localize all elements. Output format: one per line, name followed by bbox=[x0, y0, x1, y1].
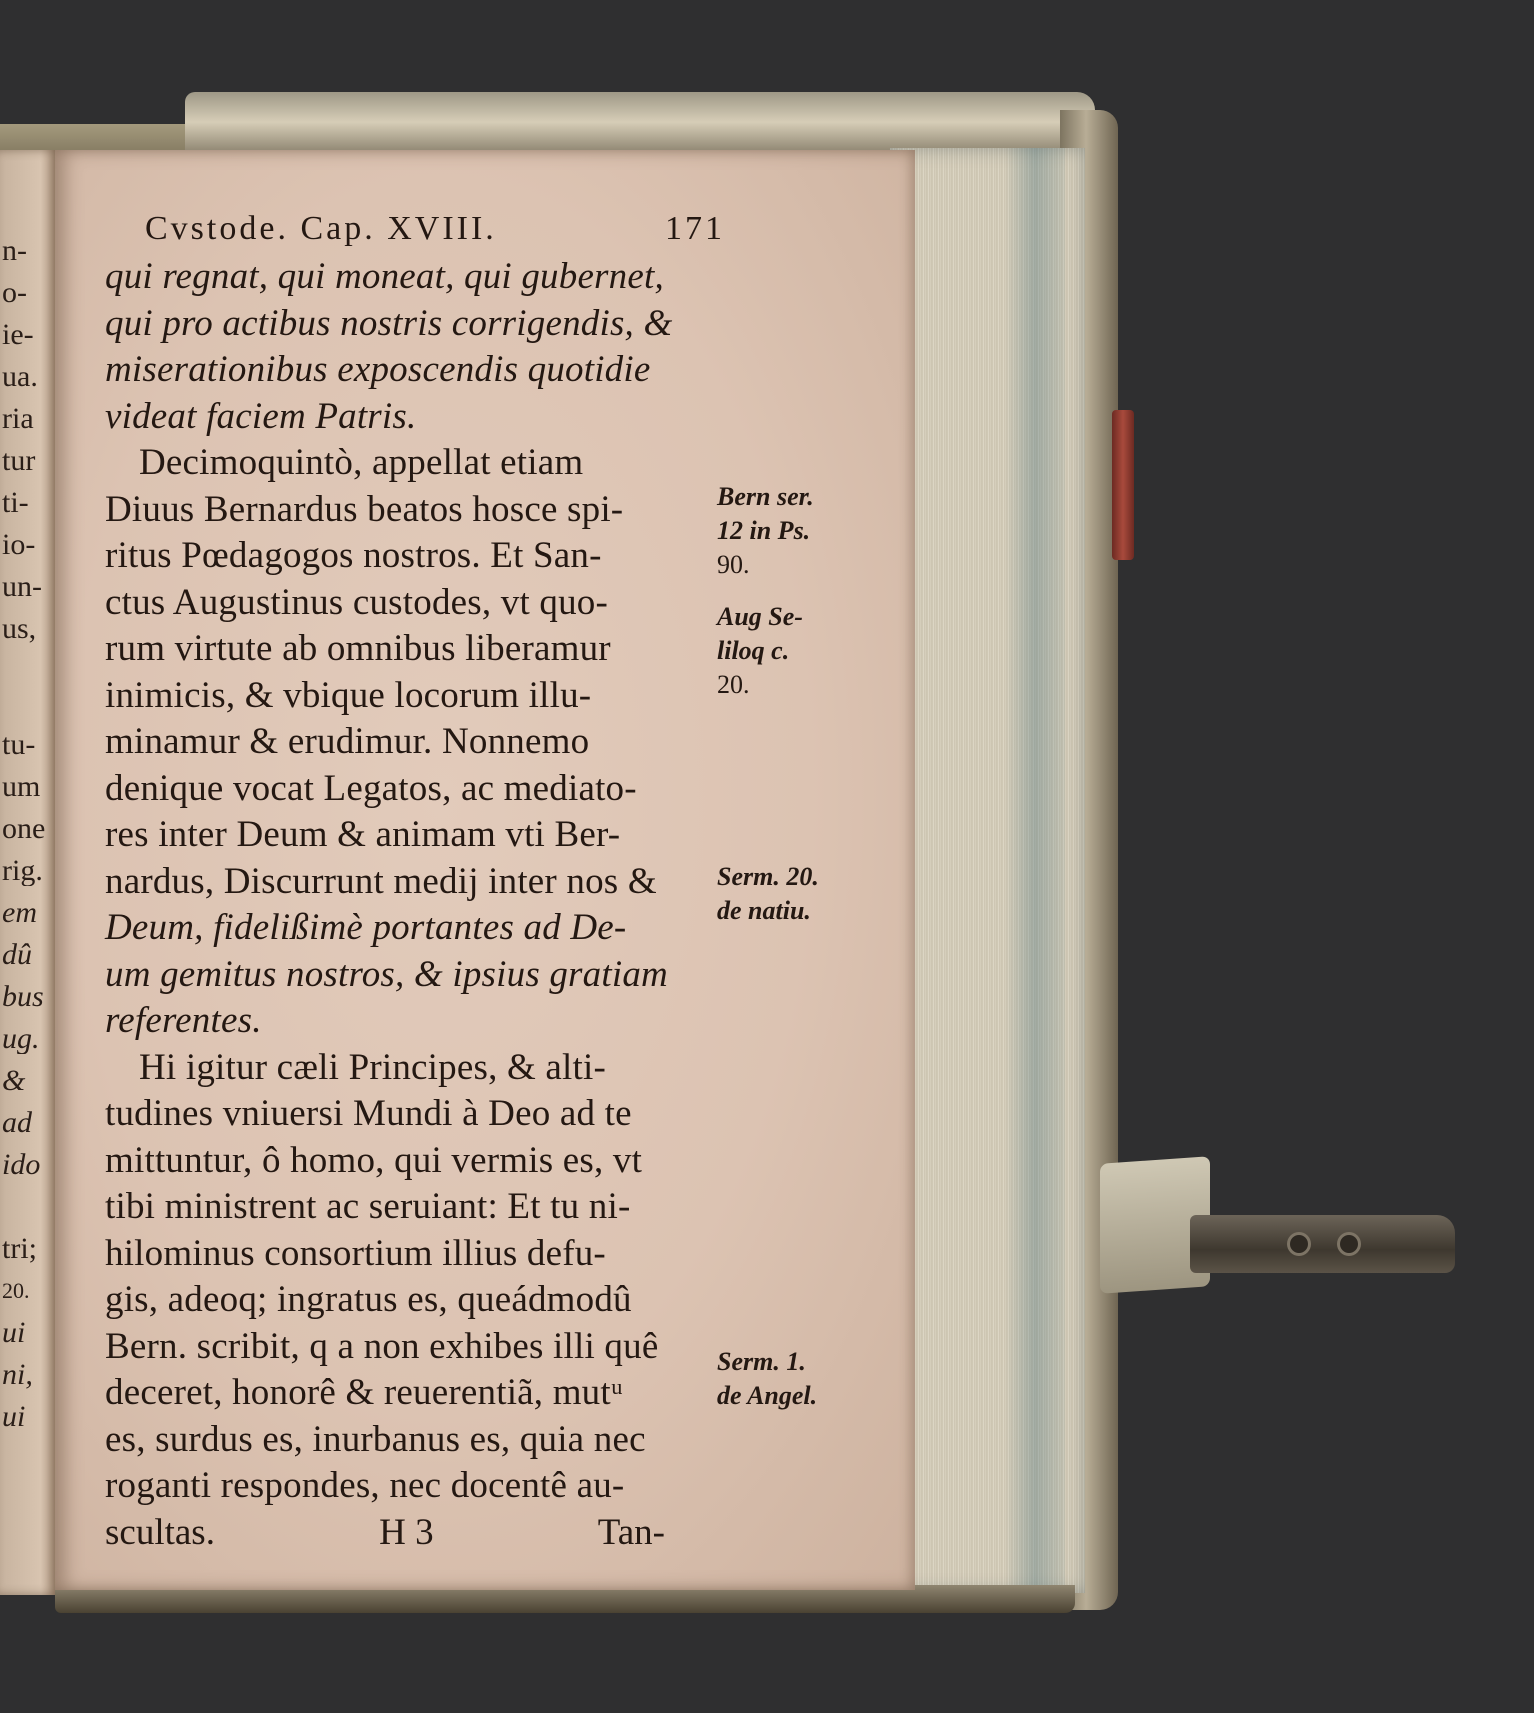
text-line: res inter Deum & animam vti Ber- bbox=[105, 814, 621, 855]
left-fragment: 20. bbox=[2, 1278, 30, 1303]
text-line: Diuus Bernardus beatos hosce spi- bbox=[105, 488, 624, 530]
page-block-fore-edge bbox=[890, 148, 1085, 1593]
text-line: tudines vniuersi Mundi à Deo ad te bbox=[105, 1093, 632, 1134]
left-fragment: ie- bbox=[2, 320, 34, 350]
text-line: ritus Pœdagogos nostros. Et San- bbox=[105, 535, 602, 576]
catchword: Tan- bbox=[597, 1511, 665, 1553]
signature-mark: H 3 bbox=[379, 1511, 434, 1553]
text-line: qui regnat, qui moneat, qui gubernet, bbox=[105, 256, 664, 297]
left-fragment: & bbox=[2, 1066, 26, 1096]
right-page bbox=[55, 150, 915, 1590]
text-line: Bern. scribit, q a non exhibes illi quê bbox=[105, 1325, 659, 1367]
left-fragment: ug. bbox=[2, 1024, 40, 1054]
text-line: Deum, fidelißimè portantes ad De- bbox=[105, 907, 627, 948]
margin-note-line: Aug Se- bbox=[717, 602, 803, 631]
margin-note bbox=[717, 860, 867, 928]
left-fragment: rig. bbox=[2, 856, 43, 886]
margin-note-line: liloq c. bbox=[717, 636, 790, 665]
margin-note-line: 90. bbox=[717, 550, 750, 579]
left-fragment: tur bbox=[2, 446, 36, 476]
left-fragment: um bbox=[2, 772, 41, 802]
margin-note-line: 12 in Ps. bbox=[717, 516, 811, 545]
left-fragment: ui bbox=[2, 1318, 26, 1348]
margin-note-line: Bern ser. bbox=[717, 482, 814, 511]
text-lines bbox=[105, 254, 725, 1510]
clasp-metal bbox=[1190, 1215, 1455, 1273]
left-fragment: ui bbox=[2, 1402, 26, 1432]
text-line: Hi igitur cæli Principes, & alti- bbox=[139, 1046, 606, 1088]
left-fragment: ni, bbox=[2, 1360, 33, 1390]
rivet-icon bbox=[1340, 1235, 1358, 1253]
text-line: gis, adeoq; ingratus es, queádmodû bbox=[105, 1279, 632, 1320]
left-fragment: dû bbox=[2, 940, 32, 970]
text-line: videat faciem Patris. bbox=[105, 395, 417, 437]
last-line-word: scultas. bbox=[105, 1511, 215, 1553]
book-head-edge bbox=[185, 92, 1095, 152]
bookmark-ribbon bbox=[1112, 410, 1134, 560]
left-fragment: un- bbox=[2, 572, 42, 602]
margin-note bbox=[717, 480, 867, 582]
rivet-icon bbox=[1290, 1235, 1308, 1253]
running-head bbox=[145, 210, 725, 254]
left-fragment: tri; bbox=[2, 1234, 37, 1264]
text-line: miserationibus exposcendis quotidie bbox=[105, 349, 651, 390]
text-line: minamur & erudimur. Nonnemo bbox=[105, 721, 590, 762]
margin-note-line: Serm. 1. bbox=[717, 1347, 806, 1376]
left-fragment: bus bbox=[2, 982, 44, 1012]
text-line: Decimoquintò, appellat etiam bbox=[139, 442, 584, 483]
text-line: es, surdus es, inurbanus es, quia nec bbox=[105, 1418, 646, 1460]
text-line: inimicis, & vbique locorum illu- bbox=[105, 674, 592, 716]
text-line: referentes. bbox=[105, 1000, 262, 1041]
left-page bbox=[0, 150, 58, 1595]
text-line: rum virtute ab omnibus liberamur bbox=[105, 628, 611, 669]
text-line: nardus, Discurrunt medij inter nos & bbox=[105, 860, 657, 902]
left-fragment: us, bbox=[2, 614, 37, 644]
left-fragment: em bbox=[2, 898, 37, 928]
left-fragment: ido bbox=[2, 1150, 41, 1180]
page-footer bbox=[105, 1510, 665, 1557]
margin-note-line: de Angel. bbox=[717, 1381, 818, 1410]
margin-note-line: Serm. 20. bbox=[717, 862, 819, 891]
margin-note bbox=[717, 1345, 867, 1413]
text-line: qui pro actibus nostris corrigendis, & bbox=[105, 302, 673, 344]
text-line: hilominus consortium illius defu- bbox=[105, 1232, 606, 1274]
left-fragment: ua. bbox=[2, 362, 38, 392]
margin-note-line: 20. bbox=[717, 670, 750, 699]
margin-note bbox=[717, 600, 867, 702]
left-fragment: tu- bbox=[2, 730, 36, 760]
text-line: mittuntur, ô homo, qui vermis es, vt bbox=[105, 1139, 643, 1181]
page-text bbox=[105, 210, 725, 1556]
text-line: roganti respondes, nec docentê au- bbox=[105, 1465, 625, 1506]
left-fragment: ti- bbox=[2, 488, 29, 518]
page-number: 171 bbox=[665, 210, 725, 247]
left-fragment: one bbox=[2, 814, 46, 844]
text-line: deceret, honorê & reuerentiã, mutᵘ bbox=[105, 1372, 624, 1413]
text-line: um gemitus nostros, & ipsius gratiam bbox=[105, 953, 668, 995]
text-line: ctus Augustinus custodes, vt quo- bbox=[105, 581, 609, 623]
text-line: tibi ministrent ac seruiant: Et tu ni- bbox=[105, 1186, 631, 1227]
text-line: denique vocat Legatos, ac mediato- bbox=[105, 767, 637, 809]
left-fragment: ad bbox=[2, 1108, 32, 1138]
margin-note-line: de natiu. bbox=[717, 896, 811, 925]
left-fragment: ria bbox=[2, 404, 34, 434]
running-head-title: Cvstode. Cap. XVIII. bbox=[145, 210, 497, 247]
left-fragment: io- bbox=[2, 530, 36, 560]
left-fragment: n- bbox=[2, 236, 27, 266]
left-fragment: o- bbox=[2, 278, 27, 308]
